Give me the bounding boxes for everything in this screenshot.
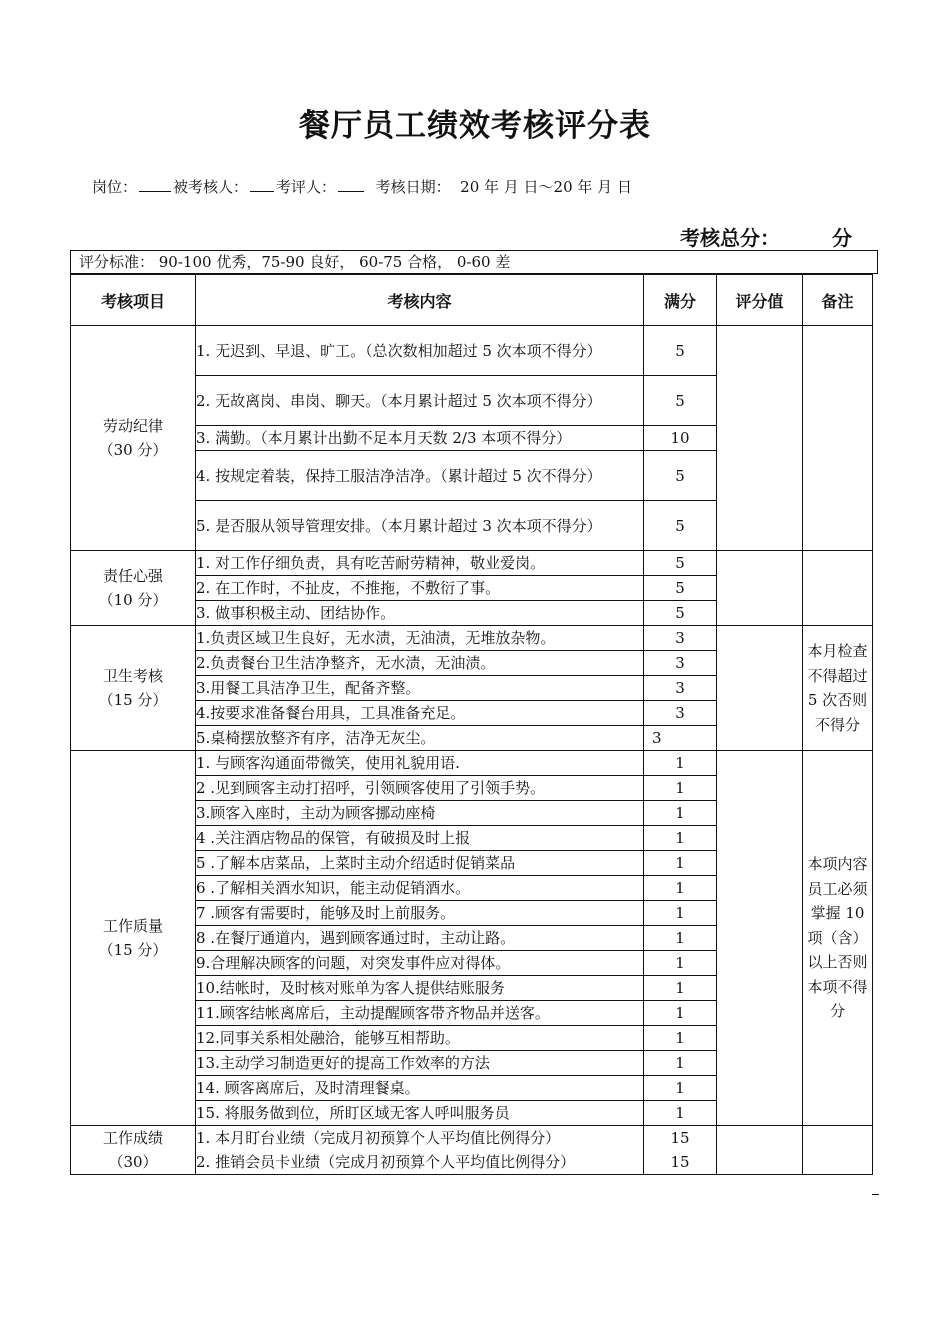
page-title: 餐厅员工绩效考核评分表 (299, 108, 651, 144)
item-full-score: 1 (644, 1076, 717, 1101)
score-table (70, 274, 873, 1175)
item-content: 6 .了解相关酒水知识，能主动促销酒水。 (196, 876, 644, 901)
header-score-value: 评分值 (717, 275, 803, 326)
table-row (71, 326, 873, 376)
item-full-score: 1 (644, 776, 717, 801)
item-full-score: 15 (644, 1150, 717, 1175)
category-name: 工作成绩 (102, 1129, 163, 1147)
item-full-score: 3 (644, 651, 717, 676)
item-content: 4.按要求准备餐台用具，工具准备充足。 (196, 701, 644, 726)
item-full-score: 1 (644, 1026, 717, 1051)
item-content: 1.负责区域卫生良好，无水渍，无油渍，无堆放杂物。 (196, 626, 644, 651)
item-full-score: 5 (644, 326, 717, 376)
remark-cell[interactable]: 本月检查不得超过 5 次否则不得分 (803, 626, 873, 751)
item-full-score: 1 (644, 876, 717, 901)
position-label: 岗位： (92, 178, 138, 196)
item-full-score: 5 (644, 601, 717, 626)
item-content: 1. 对工作仔细负责，具有吃苦耐劳精神，敬业爱岗。 (196, 551, 644, 576)
item-full-score: 1 (644, 926, 717, 951)
header-remark: 备注 (803, 275, 873, 326)
item-full-score: 3 (644, 626, 717, 651)
item-content: 2 .见到顾客主动打招呼，引领顾客使用了引领手势。 (196, 776, 644, 801)
date-value: 20 年 月 日～20 年 月 日 (460, 178, 632, 196)
category-points: （15 分） (98, 691, 168, 709)
item-content: 9.合理解决顾客的问题，对突发事件应对得体。 (196, 951, 644, 976)
total-score-label: 考核总分： (680, 226, 780, 250)
score-value-cell[interactable] (717, 751, 803, 1126)
category-work-quality (71, 751, 196, 1126)
header-category: 考核项目 (71, 275, 196, 326)
item-full-score: 1 (644, 851, 717, 876)
item-full-score: 1 (644, 1001, 717, 1026)
position-blank[interactable] (139, 177, 171, 192)
item-content: 2. 推销会员卡业绩（完成月初预算个人平均值比例得分） (196, 1150, 644, 1175)
total-score (680, 222, 852, 251)
item-full-score: 1 (644, 1051, 717, 1076)
item-full-score: 1 (644, 801, 717, 826)
item-full-score: 3 (644, 726, 717, 751)
item-content: 3. 满勤。（本月累计出勤不足本月天数 2/3 本项不得分） (196, 426, 644, 451)
item-full-score: 5 (644, 576, 717, 601)
info-line (92, 176, 632, 197)
item-content: 1. 与顾客沟通面带微笑，使用礼貌用语. (196, 751, 644, 776)
score-value-cell[interactable] (717, 551, 803, 626)
item-content: 13.主动学习制造更好的提高工作效率的方法 (196, 1051, 644, 1076)
item-content: 3. 做事积极主动、团结协作。 (196, 601, 644, 626)
item-full-score: 3 (644, 676, 717, 701)
category-labor-discipline (71, 326, 196, 551)
item-content: 11.顾客结帐离席后，主动提醒顾客带齐物品并送客。 (196, 1001, 644, 1026)
item-content: 14. 顾客离席后，及时清理餐桌。 (196, 1076, 644, 1101)
score-value-cell[interactable] (717, 626, 803, 751)
item-content: 5. 是否服从领导管理安排。（本月累计超过 3 次本项不得分） (196, 501, 644, 551)
item-content: 2. 无故离岗、串岗、聊天。（本月累计超过 5 次本项不得分） (196, 376, 644, 426)
examiner-blank[interactable] (338, 177, 364, 192)
table-edge-stub (872, 1194, 879, 1195)
item-content: 10.结帐时，及时核对账单为客人提供结账服务 (196, 976, 644, 1001)
category-points: （10 分） (98, 591, 168, 609)
score-value-cell[interactable] (717, 1126, 803, 1175)
category-name: 卫生考核 (102, 667, 163, 685)
total-score-unit: 分 (832, 226, 852, 250)
item-content: 3.用餐工具洁净卫生，配备齐整。 (196, 676, 644, 701)
item-content: 3.顾客入座时，主动为顾客挪动座椅 (196, 801, 644, 826)
category-name: 责任心强 (102, 567, 163, 585)
item-content: 15. 将服务做到位，所盯区域无客人呼叫服务员 (196, 1101, 644, 1126)
examinee-label: 被考核人： (173, 178, 249, 196)
item-full-score: 1 (644, 901, 717, 926)
item-full-score: 15 (644, 1126, 717, 1151)
item-full-score: 3 (644, 701, 717, 726)
examinee-blank[interactable] (250, 177, 274, 192)
item-content: 2.负责餐台卫生洁净整齐，无水渍，无油渍。 (196, 651, 644, 676)
header-content: 考核内容 (196, 275, 644, 326)
item-full-score: 5 (644, 451, 717, 501)
item-content: 7 .顾客有需要时，能够及时上前服务。 (196, 901, 644, 926)
item-full-score: 10 (644, 426, 717, 451)
remark-cell[interactable] (803, 326, 873, 551)
table-row (71, 551, 873, 576)
examiner-label: 考评人： (276, 178, 337, 196)
item-content: 4. 按规定着装，保持工服洁净洁净。（累计超过 5 次不得分） (196, 451, 644, 501)
item-content: 1. 本月盯台业绩（完成月初预算个人平均值比例得分） (196, 1126, 644, 1151)
remark-cell[interactable]: 本项内容员工必须掌握 10 项（含）以上否则本项不得分 (803, 751, 873, 1126)
table-header-row (71, 275, 873, 326)
item-content: 2. 在工作时，不扯皮，不推拖，不敷衍了事。 (196, 576, 644, 601)
item-full-score: 5 (644, 551, 717, 576)
score-value-cell[interactable] (717, 326, 803, 551)
item-content: 5.桌椅摆放整齐有序，洁净无灰尘。 (196, 726, 644, 751)
item-full-score: 1 (644, 976, 717, 1001)
category-points: （15 分） (98, 941, 168, 959)
remark-cell[interactable] (803, 551, 873, 626)
item-full-score: 5 (644, 501, 717, 551)
date-label: 考核日期： (375, 178, 451, 196)
category-responsibility (71, 551, 196, 626)
item-full-score: 1 (644, 951, 717, 976)
table-row (71, 751, 873, 776)
header-full-score: 满分 (644, 275, 717, 326)
item-content: 12.同事关系相处融洽，能够互相帮助。 (196, 1026, 644, 1051)
item-full-score: 5 (644, 376, 717, 426)
item-content: 4 .关注酒店物品的保管，有破损及时上报 (196, 826, 644, 851)
category-hygiene (71, 626, 196, 751)
item-content: 8 .在餐厅通道内，遇到顾客通过时，主动让路。 (196, 926, 644, 951)
item-full-score: 1 (644, 826, 717, 851)
scoring-standard: 评分标准： 90-100 优秀，75-90 良好， 60-75 合格， 0-60 差 (70, 250, 878, 274)
item-full-score: 1 (644, 751, 717, 776)
item-full-score: 1 (644, 1101, 717, 1126)
remark-cell[interactable] (803, 1126, 873, 1175)
table-row (71, 1126, 873, 1151)
item-content: 5 .了解本店菜品，上菜时主动介绍适时促销菜品 (196, 851, 644, 876)
category-name: 工作质量 (102, 917, 163, 935)
table-row (71, 626, 873, 651)
category-name: 劳动纪律 (102, 417, 163, 435)
item-content: 1. 无迟到、早退、旷工。（总次数相加超过 5 次本项不得分） (196, 326, 644, 376)
category-work-performance (71, 1126, 196, 1175)
category-points: （30 分） (98, 441, 168, 459)
category-points: （30） (108, 1153, 158, 1171)
